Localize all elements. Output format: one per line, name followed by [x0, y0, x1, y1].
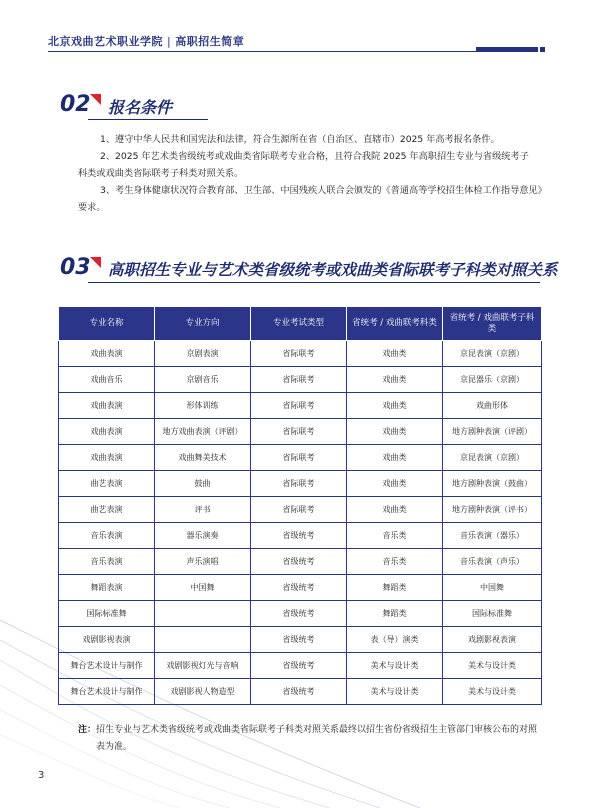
table-row — [59, 445, 542, 471]
section-number: 03 — [60, 255, 91, 280]
table-cell: 戏曲表演 — [59, 341, 155, 367]
table-cell: 美术与设计类 — [347, 679, 443, 705]
table-row — [59, 575, 542, 601]
table-cell: 省际联考 — [251, 471, 347, 497]
page-header — [0, 0, 595, 56]
table-cell: 省级统考 — [251, 627, 347, 653]
table-cell: 美术与设计类 — [443, 679, 542, 705]
table-cell: 戏曲类 — [347, 445, 443, 471]
table-row — [59, 341, 542, 367]
table-cell: 京剧表演 — [155, 341, 251, 367]
table-row — [59, 627, 542, 653]
table-cell: 戏曲类 — [347, 497, 443, 523]
table-cell: 省际联考 — [251, 419, 347, 445]
table-row — [59, 549, 542, 575]
table-cell: 美术与设计类 — [443, 653, 542, 679]
table-cell: 戏剧影视人物造型 — [155, 679, 251, 705]
table-cell: 省级统考 — [251, 653, 347, 679]
table-cell: 省际联考 — [251, 341, 347, 367]
table-cell — [155, 601, 251, 627]
table-cell: 省际联考 — [251, 497, 347, 523]
note-label: 注： — [78, 725, 97, 735]
table-cell: 地方戏曲表演（评剧） — [155, 419, 251, 445]
table-cell: 音乐类 — [347, 523, 443, 549]
table-cell: 音乐类 — [347, 549, 443, 575]
header-accent-bar — [476, 47, 538, 52]
section-title: 报名条件 — [108, 98, 173, 117]
table-row — [59, 601, 542, 627]
requirement-item: 3、考生身体健康状况符合教育部、卫生部、中国残疾人联合会颁发的《普通高等学校招生体检工作指导意见》 — [100, 185, 547, 196]
section-underline — [88, 282, 540, 283]
school-name: 北京戏曲艺术职业学院 — [48, 35, 163, 48]
table-cell: 音乐表演 — [59, 549, 155, 575]
table-row — [59, 523, 542, 549]
table-cell: 地方剧种表演（评书） — [443, 497, 542, 523]
major-mapping-table — [58, 306, 542, 705]
table-row — [59, 419, 542, 445]
table-cell: 戏曲类 — [347, 341, 443, 367]
table-cell: 舞蹈表演 — [59, 575, 155, 601]
table-cell: 鼓曲 — [155, 471, 251, 497]
table-cell: 舞台艺术设计与制作 — [59, 653, 155, 679]
table-cell: 舞蹈类 — [347, 575, 443, 601]
header-text — [48, 33, 244, 49]
table-cell: 戏曲类 — [347, 393, 443, 419]
table-cell: 省级统考 — [251, 601, 347, 627]
table-row — [59, 679, 542, 705]
table-cell: 舞台艺术设计与制作 — [59, 679, 155, 705]
table-cell: 地方剧种表演（鼓曲） — [443, 471, 542, 497]
table-cell: 戏剧影视表演 — [443, 627, 542, 653]
table-row — [59, 393, 542, 419]
section-number: 02 — [60, 92, 91, 117]
table-cell: 戏曲表演 — [59, 445, 155, 471]
table-cell: 舞蹈类 — [347, 601, 443, 627]
table-cell: 形体训练 — [155, 393, 251, 419]
table-cell: 戏曲表演 — [59, 419, 155, 445]
table-cell: 地方剧种表演（评剧） — [443, 419, 542, 445]
table-cell — [155, 627, 251, 653]
header-accent-square — [540, 47, 545, 52]
table-cell: 省际联考 — [251, 393, 347, 419]
table-cell: 国际标准舞 — [443, 601, 542, 627]
column-header: 省统考 / 戏曲联考科类 — [347, 307, 443, 341]
table-cell: 戏剧影视表演 — [59, 627, 155, 653]
table-cell: 评书 — [155, 497, 251, 523]
column-header: 省统考 / 戏曲联考子科类 — [443, 307, 542, 341]
table-cell: 戏曲表演 — [59, 393, 155, 419]
table-cell: 声乐演唱 — [155, 549, 251, 575]
table-cell: 中国舞 — [443, 575, 542, 601]
table-row — [59, 653, 542, 679]
column-header: 专业名称 — [59, 307, 155, 341]
requirement-item: 2、2025 年艺术类省级统考或戏曲类省际联考专业合格，且符合我院 2025 年高职招生专业与省级统考子 — [100, 151, 529, 162]
red-triangle-icon — [90, 257, 101, 268]
table-cell: 器乐演奏 — [155, 523, 251, 549]
table-cell: 省级统考 — [251, 575, 347, 601]
table-cell: 京昆表演（京剧） — [443, 341, 542, 367]
section-heading-02 — [60, 92, 220, 122]
table-row — [59, 367, 542, 393]
table-row — [59, 471, 542, 497]
requirement-item: 1、遵守中华人民共和国宪法和法律，符合生源所在省（自治区、直辖市）2025 年高考报名条件。 — [100, 134, 500, 145]
table-cell: 曲艺表演 — [59, 497, 155, 523]
column-header: 专业方向 — [155, 307, 251, 341]
table-cell: 音乐表演（声乐） — [443, 549, 542, 575]
table-cell: 音乐表演 — [59, 523, 155, 549]
header-separator: | — [167, 35, 172, 48]
table-cell: 京昆表演（京剧） — [443, 445, 542, 471]
note-text: 招生专业与艺术类省级统考或戏曲类省际联考子科类对照关系最终以招生省份省级招生主管部门审核公布的对照 — [96, 725, 538, 735]
table-cell: 戏曲舞美技术 — [155, 445, 251, 471]
header-rule — [48, 51, 536, 52]
table-cell: 戏曲类 — [347, 471, 443, 497]
table-cell: 戏曲类 — [347, 419, 443, 445]
table-cell: 省际联考 — [251, 445, 347, 471]
table-cell: 省级统考 — [251, 549, 347, 575]
table-cell: 音乐表演（器乐） — [443, 523, 542, 549]
table-cell: 省际联考 — [251, 367, 347, 393]
requirement-item-continued: 科类或戏曲类省际联考子科类对照关系。 — [78, 168, 244, 179]
section-title: 高职招生专业与艺术类省级统考或戏曲类省际联考子科类对照关系 — [108, 260, 558, 279]
table-cell: 国际标准舞 — [59, 601, 155, 627]
table-cell: 曲艺表演 — [59, 471, 155, 497]
note-text-continued: 表为准。 — [96, 742, 133, 752]
table-cell: 戏曲形体 — [443, 393, 542, 419]
column-header: 专业考试类型 — [251, 307, 347, 341]
section-heading-03 — [60, 255, 558, 285]
table-cell: 表（导）演类 — [347, 627, 443, 653]
table-cell: 美术与设计类 — [347, 653, 443, 679]
section-underline — [88, 119, 208, 120]
table-cell: 戏曲类 — [347, 367, 443, 393]
requirement-list — [78, 131, 558, 216]
table-cell: 戏剧影视灯光与音响 — [155, 653, 251, 679]
table-cell: 京剧音乐 — [155, 367, 251, 393]
table-row — [59, 497, 542, 523]
table-note — [78, 722, 548, 756]
header-subtitle: 高职招生简章 — [175, 35, 245, 48]
table-header-row — [59, 307, 542, 341]
table-cell: 省级统考 — [251, 679, 347, 705]
table-cell: 京昆器乐（京剧） — [443, 367, 542, 393]
page-number: 3 — [38, 770, 45, 781]
table-cell: 中国舞 — [155, 575, 251, 601]
red-triangle-icon — [90, 94, 101, 105]
table-cell: 戏曲音乐 — [59, 367, 155, 393]
table-cell: 省级统考 — [251, 523, 347, 549]
requirement-item-continued: 要求。 — [78, 202, 106, 213]
